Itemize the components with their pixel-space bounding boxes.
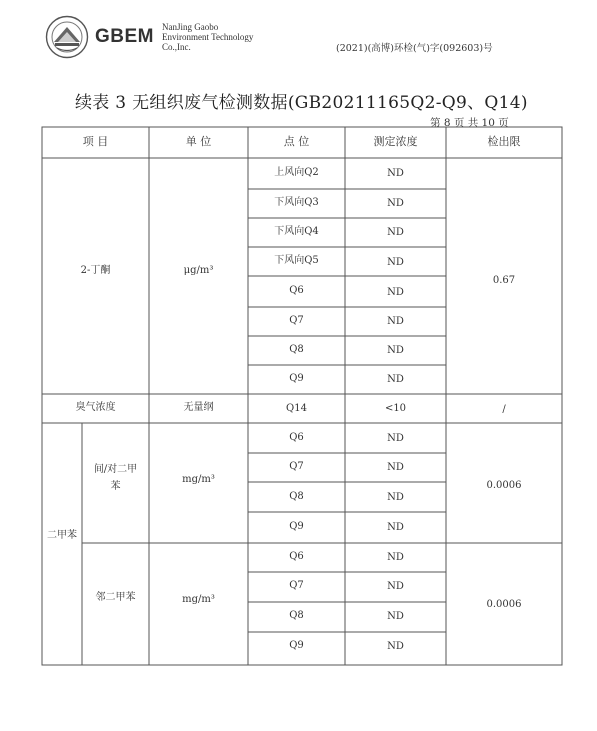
table-row-concentration: ND — [387, 492, 404, 503]
table-row-concentration: ND — [387, 198, 404, 209]
table-row-concentration: ND — [387, 552, 404, 563]
detection-limit-value: / — [502, 404, 506, 415]
table-row-concentration: <10 — [384, 403, 407, 414]
table-row-concentration: ND — [387, 316, 404, 327]
table-row-point: Q7 — [289, 580, 304, 591]
column-header-point: 点 位 — [283, 135, 310, 148]
table-row-point: 下风向Q3 — [274, 197, 319, 208]
table-row-concentration: ND — [387, 641, 404, 652]
sub-item-name — [82, 464, 149, 493]
item-name: 2-丁酮 — [80, 265, 111, 276]
table-row-point: Q6 — [289, 432, 304, 443]
document-number: (2021)(高博)环检(气)字(092603)号 — [336, 43, 493, 54]
column-header-item: 项 目 — [82, 135, 109, 148]
table-row-point: 上风向Q2 — [274, 167, 319, 178]
table-row-point: Q8 — [289, 610, 304, 621]
company-name-line: Co.,Inc. — [162, 42, 191, 52]
table-row-concentration: ND — [387, 227, 404, 238]
sub-item-name: 邻二甲苯 — [95, 592, 136, 603]
table-row-concentration: ND — [387, 374, 404, 385]
table-row-concentration: ND — [387, 433, 404, 444]
table-row-point: Q9 — [289, 640, 304, 651]
detection-limit-value: 0.0006 — [486, 480, 522, 491]
table-row-point: 下风向Q4 — [274, 226, 319, 237]
item-name: 二甲苯 — [47, 530, 77, 541]
company-name-line: NanJing Gaobo — [162, 22, 219, 32]
table-row-concentration: ND — [387, 581, 404, 592]
table-row-point: Q9 — [289, 521, 304, 532]
table-row-point: 下风向Q5 — [274, 255, 319, 266]
table-row-point: Q7 — [289, 315, 304, 326]
sub-item-name-line: 间/对二甲 — [93, 464, 138, 475]
unit-value: 无量纲 — [183, 402, 214, 413]
table-row-concentration: ND — [387, 611, 404, 622]
table-row-concentration: ND — [387, 522, 404, 533]
table-row-point: Q8 — [289, 344, 304, 355]
detection-limit-value: 0.0006 — [486, 599, 522, 610]
table-row-point: Q6 — [289, 551, 304, 562]
table-row-point: Q8 — [289, 491, 304, 502]
page-title: 续表 3 无组织废气检测数据(GB20211165Q2-Q9、Q14) — [75, 93, 528, 113]
page-number: 第 8 页 共 10 页 — [430, 117, 509, 129]
table-row-concentration: ND — [387, 168, 404, 179]
column-header-concentration: 测定浓度 — [373, 135, 418, 148]
column-header-unit: 单 位 — [185, 135, 212, 148]
unit-value: mg/m³ — [182, 594, 215, 605]
table-row-point: Q14 — [286, 403, 307, 414]
table-row-concentration: ND — [387, 257, 404, 268]
table-row-concentration: ND — [387, 462, 404, 473]
table-row-point: Q9 — [289, 373, 304, 384]
detection-limit-value: 0.67 — [492, 275, 516, 286]
table-row-point: Q6 — [289, 285, 304, 296]
unit-value: mg/m³ — [182, 474, 215, 485]
brand-name: GBEM — [95, 26, 154, 47]
table-row-point: Q7 — [289, 461, 304, 472]
item-name: 臭气浓度 — [75, 402, 116, 413]
column-header-detection-limit: 检出限 — [487, 135, 521, 148]
company-name-line: Environment Technology — [162, 32, 254, 42]
unit-value: μg/m³ — [183, 265, 214, 276]
table-row-concentration: ND — [387, 287, 404, 298]
table-row-concentration: ND — [387, 345, 404, 356]
sub-item-name-line: 苯 — [110, 481, 121, 492]
